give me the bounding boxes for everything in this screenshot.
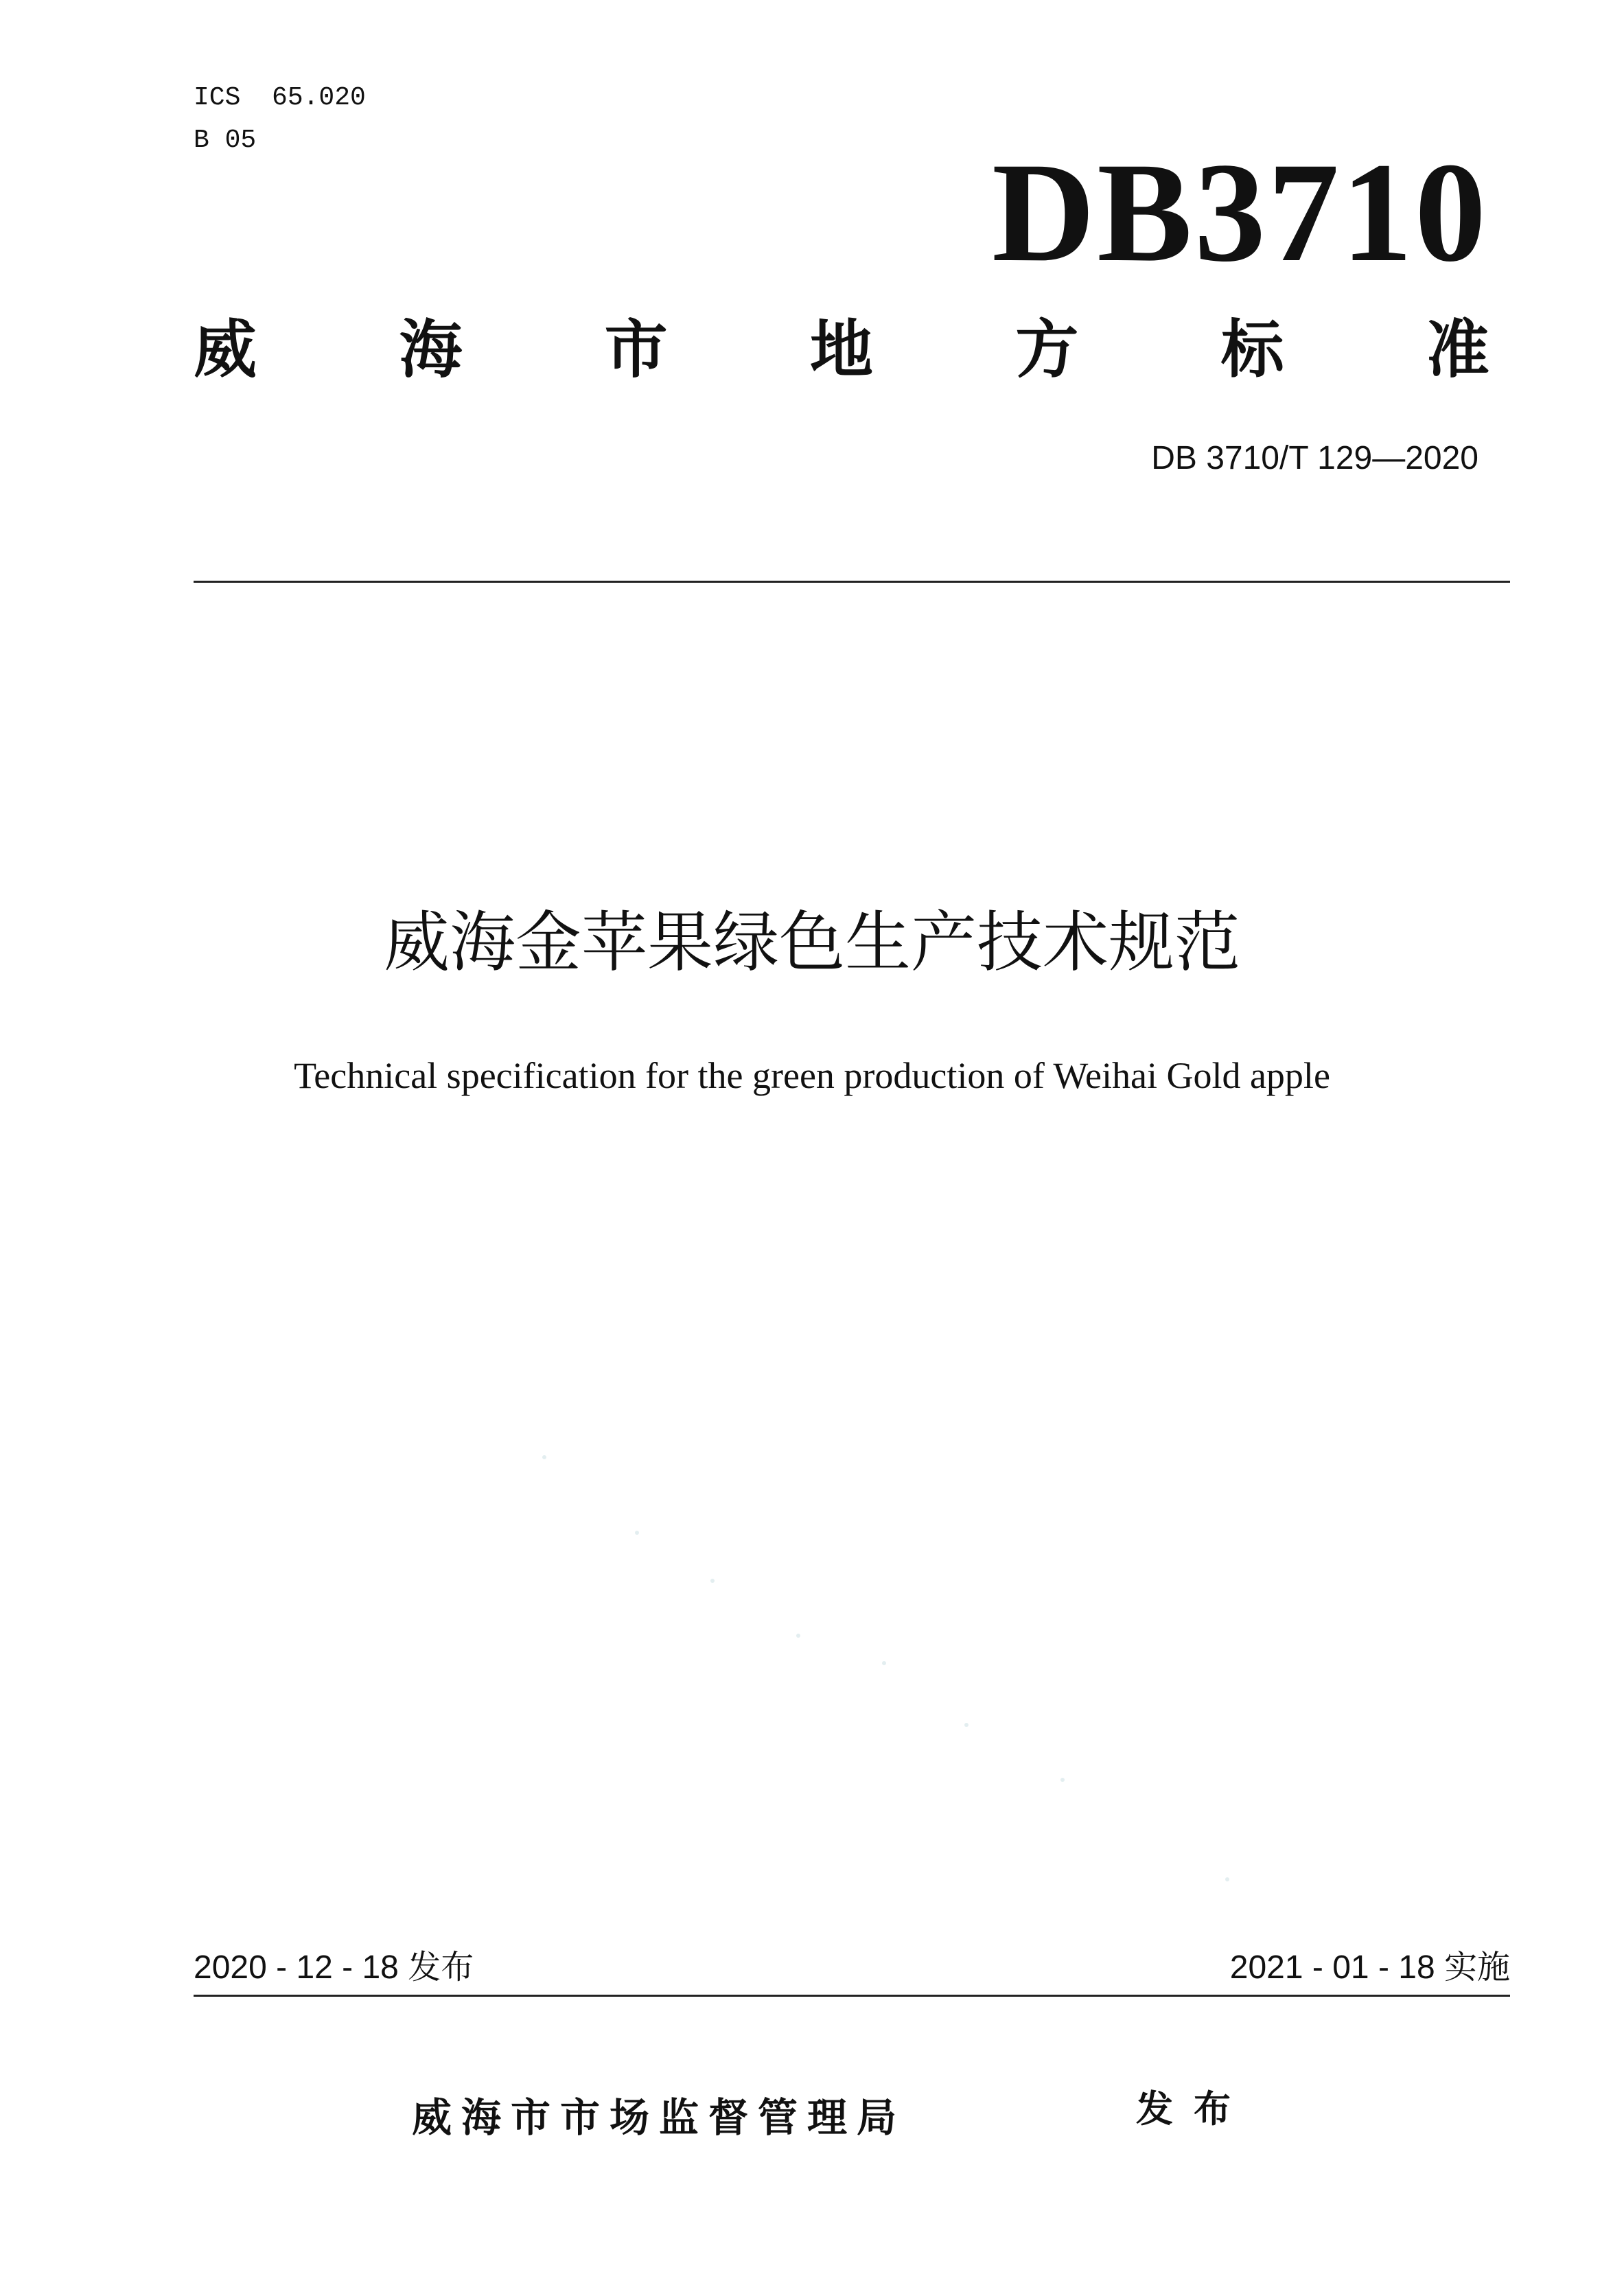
implementation-date: 2021 - 01 - 18 实施 bbox=[1229, 1949, 1510, 1986]
background-speck bbox=[1225, 1877, 1229, 1881]
standard-type-char: 标 bbox=[1220, 313, 1284, 386]
ics-code: ICS 65.020 bbox=[194, 83, 366, 113]
title-chinese: 威海金苹果绿色生产技术规范 bbox=[384, 904, 1240, 981]
background-speck bbox=[542, 1455, 546, 1459]
standard-type-char: 海 bbox=[399, 313, 463, 386]
background-speck bbox=[882, 1661, 886, 1665]
standard-type-char: 准 bbox=[1426, 313, 1489, 386]
ccs-code: B 05 bbox=[194, 126, 257, 155]
header-divider bbox=[194, 581, 1510, 583]
standard-type-char: 地 bbox=[809, 313, 873, 386]
publish-label: 发布 bbox=[1136, 2087, 1251, 2131]
background-speck bbox=[1060, 1778, 1065, 1782]
footer-divider bbox=[194, 1995, 1510, 1997]
background-speck bbox=[635, 1531, 639, 1535]
standard-type bbox=[194, 313, 1489, 386]
background-speck bbox=[964, 1723, 968, 1727]
background-speck bbox=[796, 1634, 800, 1638]
standard-type-char: 市 bbox=[604, 313, 668, 386]
standard-code: DB3710 bbox=[992, 133, 1488, 291]
standard-type-char: 威 bbox=[194, 313, 257, 386]
background-speck bbox=[710, 1579, 715, 1583]
title-english: Technical specification for the green production of Weihai Gold apple bbox=[294, 1055, 1330, 1096]
publisher-name: 威海市市场监督管理局 bbox=[412, 2094, 907, 2141]
issue-date: 2020 - 12 - 18 发布 bbox=[194, 1949, 474, 1986]
standard-number: DB 3710/T 129—2020 bbox=[1151, 440, 1478, 476]
standard-type-char: 方 bbox=[1015, 313, 1079, 386]
